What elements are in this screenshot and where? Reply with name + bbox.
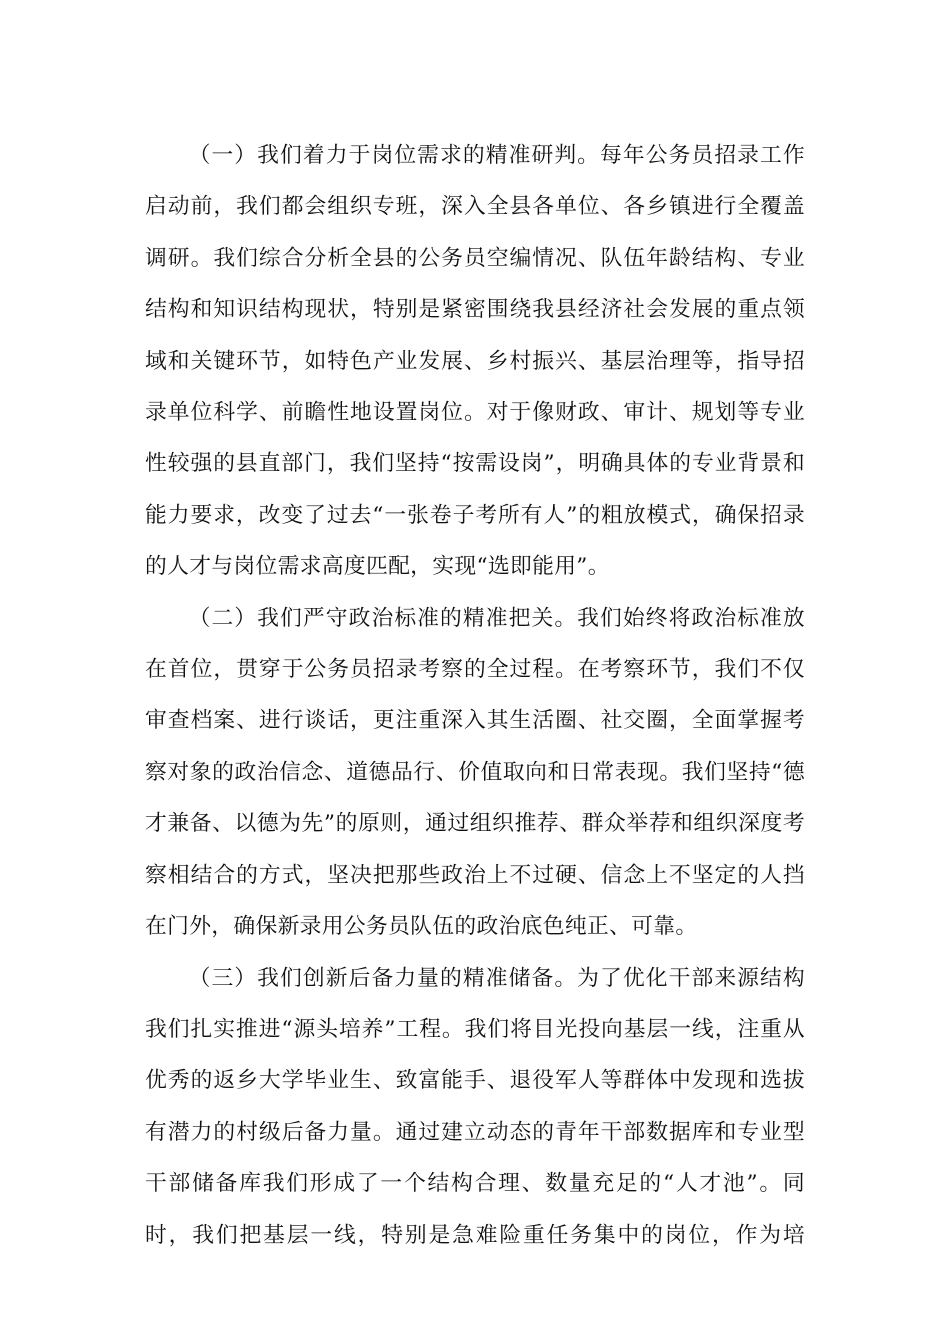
paragraph-1: （一）我们着力于岗位需求的精准研判。每年公务员招录工作启动前，我们都会组织专班，深入全县各单位、各乡镇进行全覆盖调研。我们综合分析全县的公务员空编情况、队伍年龄结构、专业结构和知识结构现状，特别是紧密围绕我县经济社会发展的重点领域和关键环节，如特色产业发展、乡村振兴、基层治理等，指导招录单位科学、前瞻性地设置岗位。对于像财政、审计、规划等专业性较强的县直部门，我们坚持“按需设岗”，明确具体的专业背景和能力要求，改变了过去“一张卷子考所有人”的粗放模式，确保招录的人才与岗位需求高度匹配，实现“选即能用”。	[145, 143, 805, 580]
document-body	[145, 130, 805, 1261]
paragraph-3: （三）我们创新后备力量的精准储备。为了优化干部来源结构我们扎实推进“源头培养”工程。我们将目光投向基层一线，注重从优秀的返乡大学毕业生、致富能手、退役军人等群体中发现和选拔有潜力的村级后备力量。通过建立动态的青年干部数据库和专业型干部储备库我们形成了一个结构合理、数量充足的“人才池”。同时，我们把基层一线，特别是急难险重任务集中的岗位，作为培	[145, 965, 805, 1248]
paragraph-2: （二）我们严守政治标准的精准把关。我们始终将政治标准放在首位，贯穿于公务员招录考察的全过程。在考察环节，我们不仅审查档案、进行谈话，更注重深入其生活圈、社交圈，全面掌握考察对象的政治信念、道德品行、价值取向和日常表现。我们坚持“德才兼备、以德为先”的原则，通过组织推荐、群众举荐和组织深度考察相结合的方式，坚决把那些政治上不过硬、信念上不坚定的人挡在门外，确保新录用公务员队伍的政治底色纯正、可靠。	[145, 605, 805, 940]
